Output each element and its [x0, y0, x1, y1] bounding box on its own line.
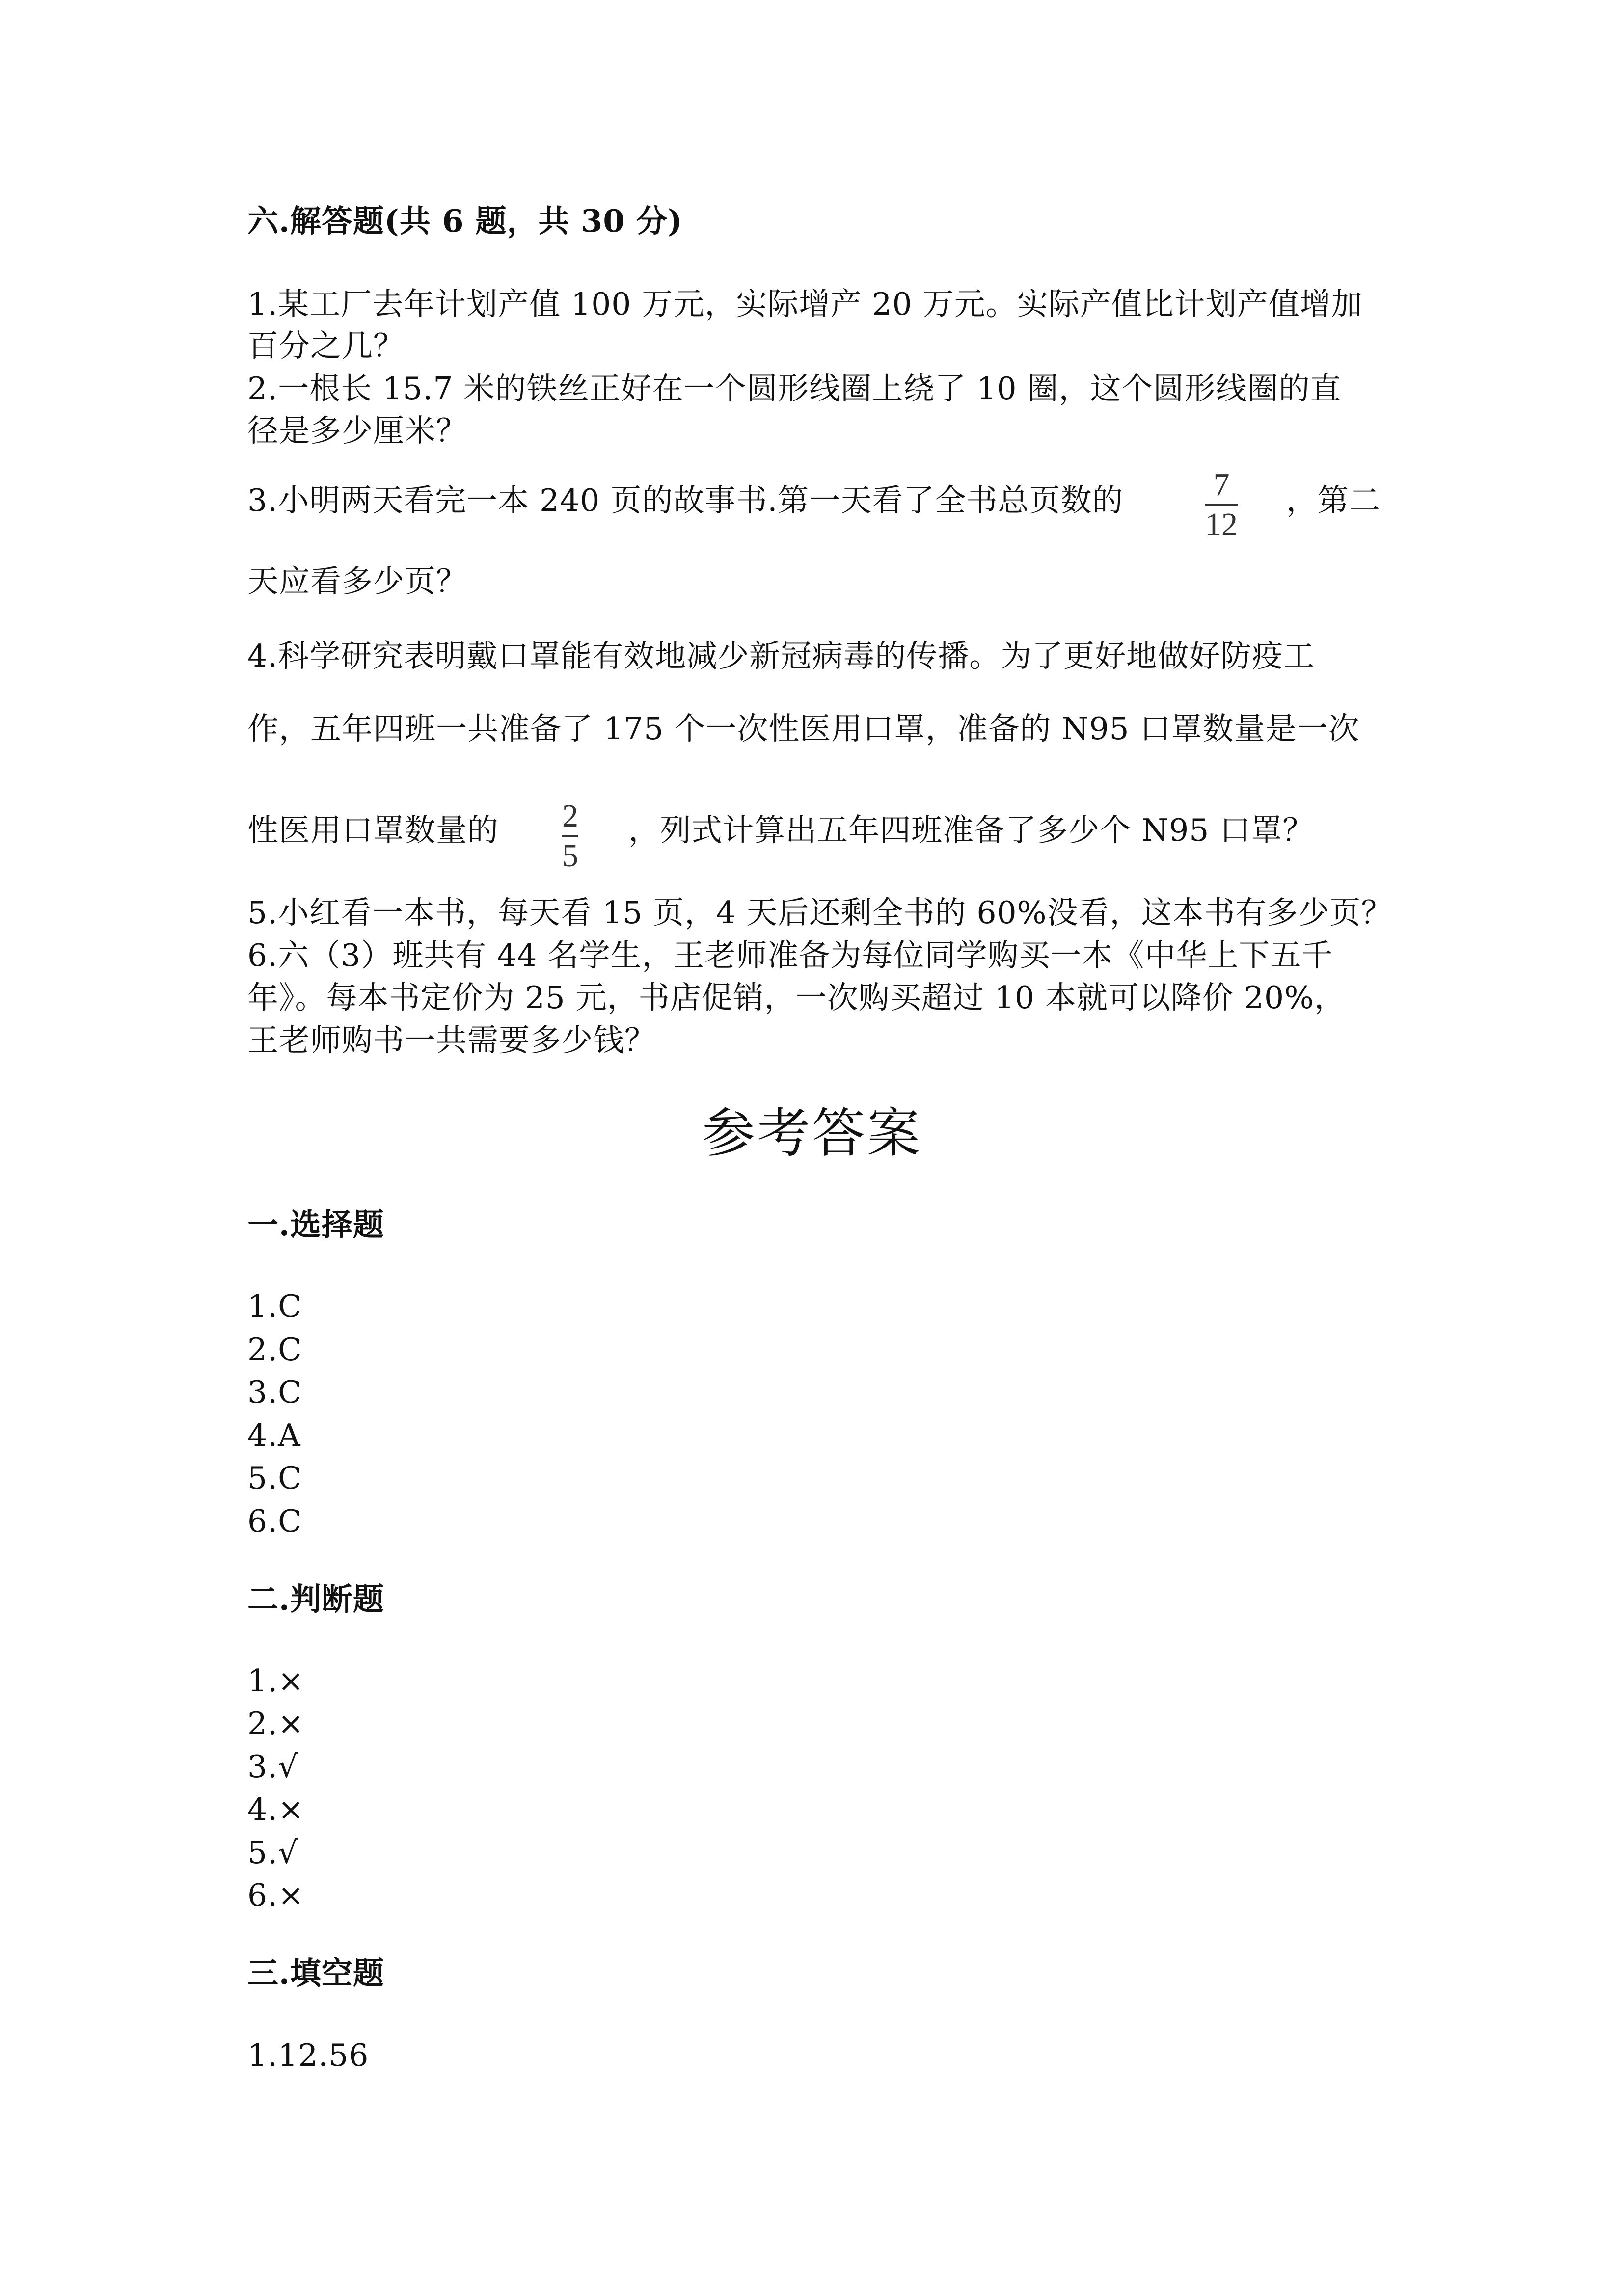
- fraction-numerator: 7: [1213, 467, 1230, 503]
- fraction-bar: [1205, 504, 1238, 506]
- question-3-line-2: 天应看多少页？: [247, 563, 467, 599]
- part-1-answer: 6.C: [247, 1503, 302, 1539]
- question-6-line-3: 王老师购书一共需要多少钱？: [247, 1022, 656, 1058]
- part-2-answer: 5.√: [247, 1835, 298, 1870]
- part-2-answer: 1.×: [247, 1663, 304, 1699]
- question-2-line-1: 2.一根长 15.7 米的铁丝正好在一个圆形线圈上绕了 10 圈，这个圆形线圈的直: [247, 371, 1342, 406]
- part-2-answer: 6.×: [247, 1877, 304, 1913]
- question-6-line-1: 6.六（3）班共有 44 名学生，王老师准备为每位同学购买一本《中华上下五千: [247, 937, 1333, 973]
- question-3-line-1-text: 3.小明两天看完一本 240 页的故事书.第一天看了全书总页数的: [247, 482, 1124, 518]
- question-5: 5.小红看一本书，每天看 15 页，4 天后还剩全书的 60%没看，这本书有多少页？: [247, 895, 1393, 931]
- part-2-heading: 二.判断题: [247, 1581, 384, 1617]
- fraction-numerator: 2: [562, 798, 578, 834]
- question-4-line-3-tail: ，列式计算出五年四班准备了多少个 N95 口罩？: [628, 812, 1314, 848]
- part-1-answer: 5.C: [247, 1460, 302, 1496]
- part-1-answer: 2.C: [247, 1332, 302, 1367]
- fraction-bar: [562, 835, 578, 837]
- question-1-line-2: 百分之几？: [247, 328, 405, 364]
- part-1-answer: 4.A: [247, 1417, 301, 1453]
- section-heading: 六.解答题(共 6 题，共 30 分): [247, 203, 683, 239]
- question-3-line-1-tail: ，第二: [1286, 482, 1380, 518]
- part-3-heading: 三.填空题: [247, 1955, 384, 1991]
- part-3-answer: 1.12.56: [247, 2037, 369, 2073]
- part-2-answer: 3.√: [247, 1749, 298, 1785]
- fraction-denominator: 12: [1205, 507, 1238, 542]
- part-2-answer: 4.×: [247, 1791, 304, 1827]
- question-4-line-2: 作，五年四班一共准备了 175 个一次性医用口罩，准备的 N95 口罩数量是一次: [247, 711, 1360, 747]
- question-4-line-1: 4.科学研究表明戴口罩能有效地减少新冠病毒的传播。为了更好地做好防疫工: [247, 638, 1315, 674]
- fraction-two-fifths: [562, 800, 578, 872]
- fraction-seven-twelfths: [1205, 469, 1238, 541]
- answer-key-title: 参考答案: [702, 1103, 922, 1164]
- part-1-answer: 1.C: [247, 1288, 302, 1324]
- part-2-answer: 2.×: [247, 1706, 304, 1741]
- question-6-line-2: 年》。每本书定价为 25 元，书店促销，一次购买超过 10 本就可以降价 20%，: [247, 980, 1346, 1015]
- question-4-line-3-text: 性医用口罩数量的: [247, 812, 499, 848]
- question-2-line-2: 径是多少厘米？: [247, 413, 467, 449]
- part-1-heading: 一.选择题: [247, 1206, 384, 1243]
- fraction-denominator: 5: [562, 838, 578, 874]
- part-1-answer: 3.C: [247, 1374, 302, 1410]
- question-1-line-1: 1.某工厂去年计划产值 100 万元，实际增产 20 万元。实际产值比计划产值增加: [247, 286, 1363, 322]
